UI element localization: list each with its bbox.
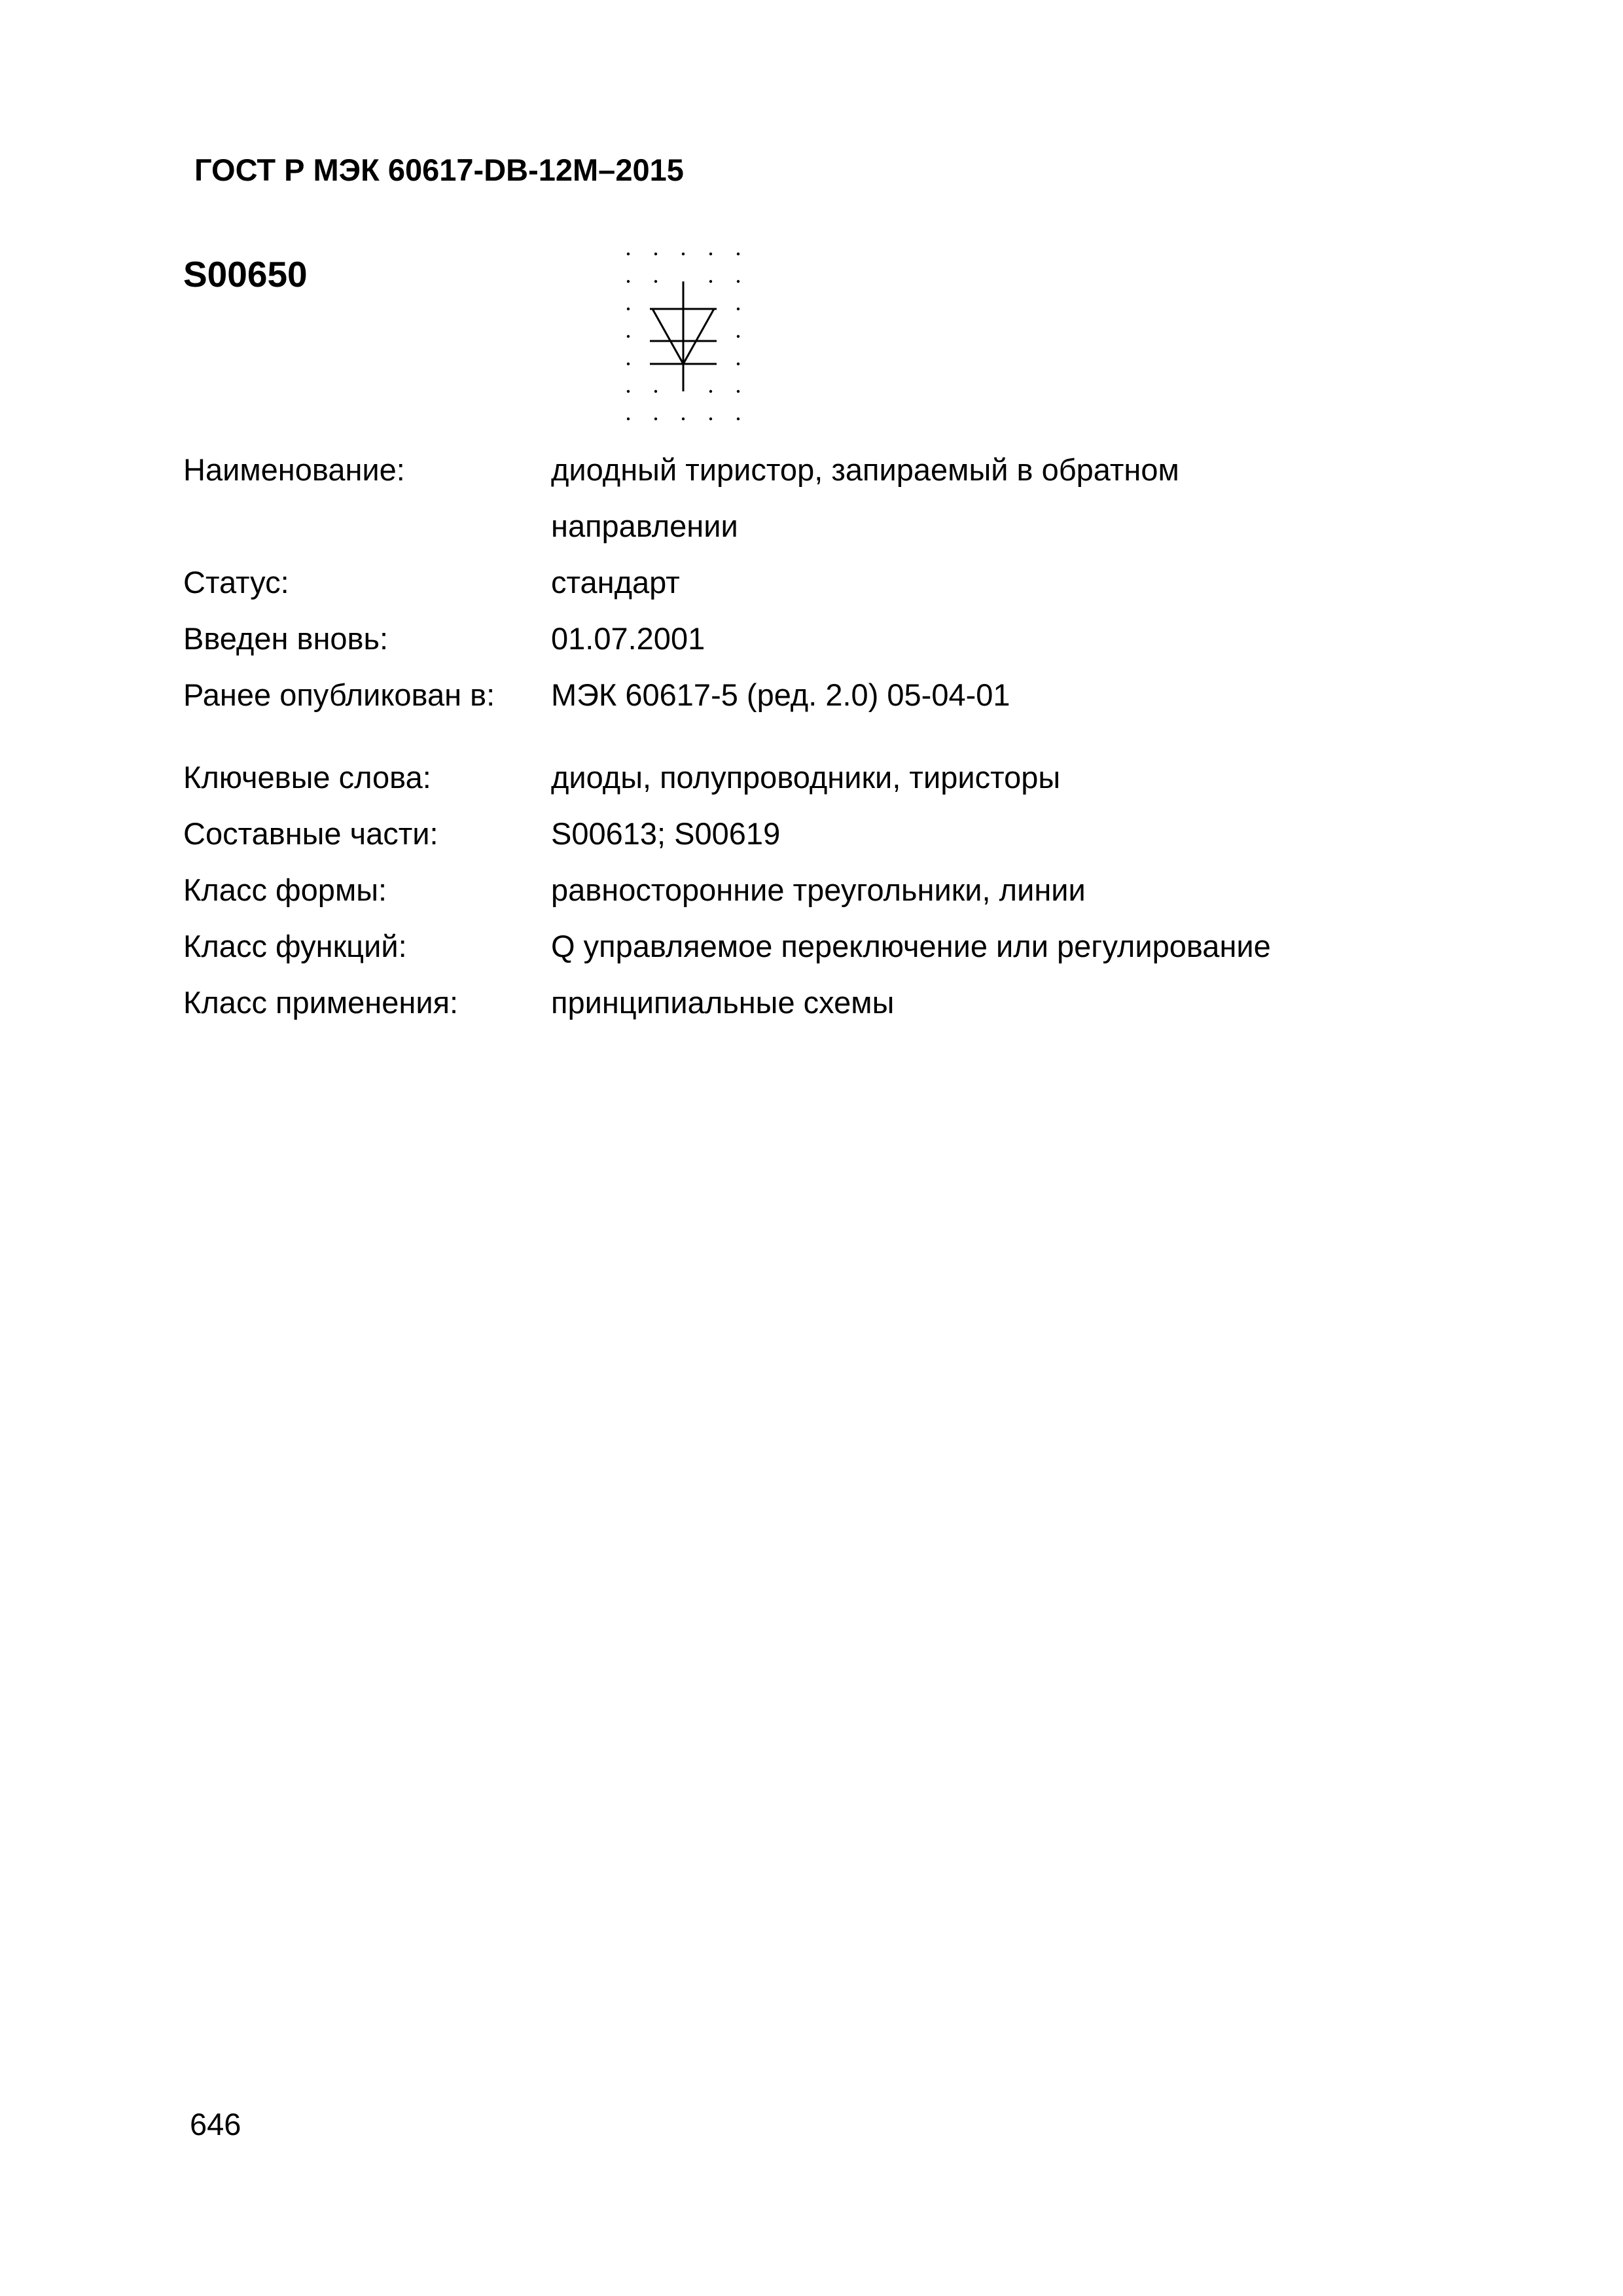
property-value: 01.07.2001 xyxy=(551,621,705,656)
property-value: принципиальные схемы xyxy=(551,985,895,1020)
property-row-shape-class xyxy=(183,862,1459,918)
properties-table xyxy=(183,442,1459,1031)
property-row-application-class xyxy=(183,975,1459,1031)
symbol-code: S00650 xyxy=(183,254,308,295)
property-row-previously-published xyxy=(183,667,1459,723)
reverse-blocking-diode-thyristor-icon xyxy=(625,247,756,431)
property-label: Класс применения: xyxy=(183,985,459,1020)
property-value: диодный тиристор, запираемый в обратном направлении xyxy=(551,452,1179,543)
property-value: равносторонние треугольники, линии xyxy=(551,872,1086,907)
property-label: Статус: xyxy=(183,565,289,600)
property-row-components xyxy=(183,806,1459,862)
property-value: МЭК 60617-5 (ред. 2.0) 05-04-01 xyxy=(551,677,1010,712)
property-label: Составные части: xyxy=(183,816,438,851)
property-value: S00613; S00619 xyxy=(551,816,781,851)
property-row-status xyxy=(183,554,1459,611)
property-row-function-class xyxy=(183,918,1459,975)
property-label: Ключевые слова: xyxy=(183,760,431,795)
property-value: Q управляемое переключение или регулирование xyxy=(551,929,1271,963)
property-label: Наименование: xyxy=(183,452,405,487)
property-value: стандарт xyxy=(551,565,680,600)
property-label: Ранее опубликован в: xyxy=(183,677,495,712)
standard-title: ГОСТ Р МЭК 60617-DB-12M–2015 xyxy=(194,152,684,187)
property-label: Класс формы: xyxy=(183,872,387,907)
property-row-keywords xyxy=(183,749,1459,806)
property-row-introduced xyxy=(183,611,1459,667)
symbol-lines xyxy=(650,281,717,391)
property-value: диоды, полупроводники, тиристоры xyxy=(551,760,1061,795)
property-label: Введен вновь: xyxy=(183,621,389,656)
property-row-name xyxy=(183,442,1459,554)
property-label: Класс функций: xyxy=(183,929,407,963)
page-number: 646 xyxy=(190,2107,241,2142)
